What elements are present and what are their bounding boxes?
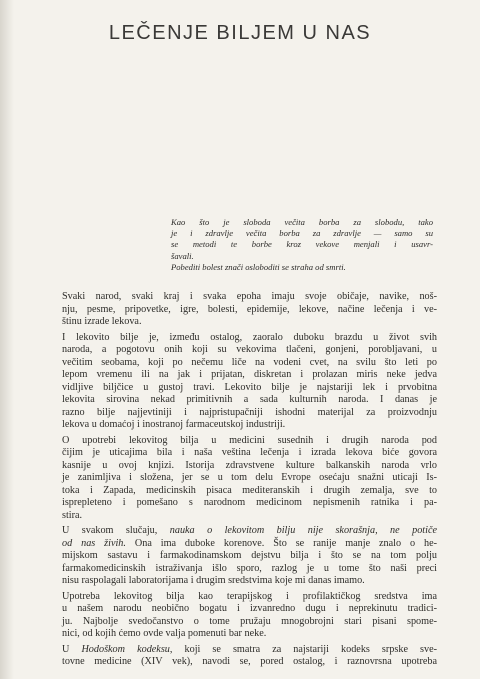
text-line: kasnije u ovoj knjizi. Istorija zdravstvene kulture balkanskih naroda vrlo	[62, 459, 437, 471]
paragraph	[47, 332, 437, 432]
text-line: naroda, a pogotovu onih koji su vekovima tlačeni, gonjeni, porobljavani, u	[62, 344, 437, 355]
text-line: nju, pesme, pripovetke, igre, bolesti, epidemije, lekove, načine lečenja i ve-	[62, 303, 437, 315]
text-line: lekova u domaćoj i inostranoj farmaceutskoj industriji.	[62, 419, 286, 430]
page-gutter-shadow	[0, 0, 14, 679]
text-line: razno bilje najjevtiniji i najpristupačniji ishodni materijal za proizvodnju	[62, 406, 437, 418]
emphasis-text: nauka o lekovitom bilju nije skorašnja, ne potiče	[169, 525, 437, 536]
text-line: štinu izrade lekova.	[62, 316, 142, 327]
body-text	[47, 291, 437, 669]
text-line: lepom vremenu ili na jak i prijatan, diskretan i prolazan miris neke jedva	[62, 369, 437, 380]
text-fragment: U svakom slučaju,	[62, 525, 170, 536]
text-fragment: Ona ima duboke korenove. Što se ranije manje znalo o he-	[125, 537, 437, 549]
text-line: tovne medicine (XIV vek), navodi se, pored ostalog, i raznovrsna upotreba	[62, 656, 437, 667]
chapter-title: LEČENJE BILJEM U NAS	[108, 22, 372, 44]
text-line: ju. Najbolje svedočanstvo o tome pružaju mnogobrojni stari pisani spome-	[62, 615, 437, 627]
epigraph-line: Pobediti bolest znači osloboditi se straha od smrti.	[171, 261, 346, 272]
text-line: čijim je uticajima bila i naša veština lečenja i izrada lekova biće govora	[62, 447, 437, 458]
text-line	[47, 538, 437, 551]
epigraph-line: šavali.	[171, 250, 194, 261]
text-line: mijskom sastavu i farmakodinamskom dejstvu bilja i što se na tom polju	[62, 550, 437, 561]
text-line: nici, od kojih ćemo ovde valja pomenuti bar neke.	[62, 628, 267, 639]
emphasis-text: Hodoškom kodeksu	[81, 643, 170, 655]
text-line: stira.	[62, 509, 83, 521]
text-line: večitim seobama, koji po nečemu liče na vodeni cvet, na svilu što leti po	[62, 356, 437, 368]
paragraph	[47, 644, 437, 669]
text-fragment: U	[62, 643, 82, 655]
paragraph	[47, 525, 437, 588]
paragraph	[47, 291, 437, 329]
paragraph	[47, 435, 437, 523]
text-line	[47, 644, 437, 657]
text-line: I lekovito bilje je, između ostalog, zaoralo duboku brazdu u život svih	[62, 331, 437, 343]
text-line: vidljive biljčice u gustoj travi. Lekovito bilje je najstariji lek i prvobitna	[62, 381, 437, 393]
epigraph-quote	[171, 217, 433, 262]
epigraph	[171, 217, 433, 273]
text-line: nisu raspolagali laboratorijama i drugim sredstvima koje mi danas imamo.	[62, 575, 365, 586]
text-line: lekovita sirovina nekad primitivnih a sada kulturnih naroda. I danas je	[62, 394, 437, 405]
emphasis-text: od nas živih.	[62, 537, 126, 549]
epigraph-line: Kao što je sloboda večita borba za slobodu, tako	[171, 217, 433, 227]
text-line: isprepleteno i pomešano s narodnom medicinom nepismenih ratnika i pa-	[62, 497, 437, 508]
text-line: je zanimljiva i složena, jer se u tom delu Evrope osećaju snažni uticaji Is-	[62, 472, 437, 483]
text-fragment: , koji se smatra za najstariji kodeks srpske sve-	[169, 643, 438, 655]
paragraph	[47, 591, 437, 641]
epigraph-line: je i zdravlje večita borba za zdravlje — samo su	[171, 228, 433, 239]
text-line	[47, 525, 437, 538]
text-line: toka i Zapada, medicinskih pisaca mediteranskih i drugih zemalja, sve to	[62, 484, 437, 496]
epigraph-saying	[171, 262, 433, 273]
text-line: O upotrebi lekovitog bilja u medicini susednih i drugih naroda pod	[62, 434, 437, 446]
text-line: u našem narodu neobično bogatu i izvanredno dugu i neprekinutu tradici-	[62, 603, 437, 614]
text-line: Svaki narod, svaki kraj i svaka epoha imaju svoje običaje, navike, noš-	[62, 291, 437, 302]
text-line: farmakomedicinskih istraživanja išlo sporo, razlog je u tome što naši preci	[62, 562, 437, 574]
text-line: Upotreba lekovitog bilja kao terapijskog i profilaktičkog sredstva ima	[62, 590, 437, 602]
epigraph-line: se metodi te borbe kroz vekove menjali i usavr-	[171, 239, 433, 250]
